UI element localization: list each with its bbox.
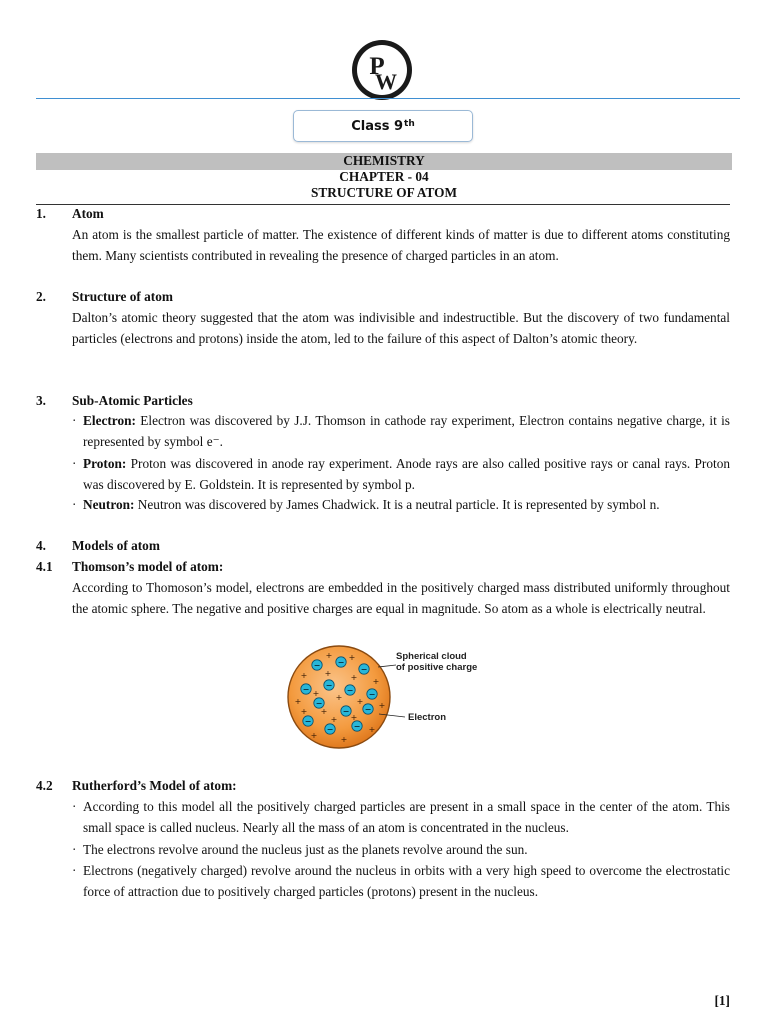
section-4-title: Models of atom	[72, 538, 160, 553]
electron-minus-sign: −	[364, 704, 372, 714]
plus-sign: +	[340, 735, 348, 744]
electron-minus-sign: −	[313, 660, 321, 670]
electron-minus-sign: −	[360, 664, 368, 674]
section-4-1-number: 4.1	[36, 559, 53, 574]
rutherford-bullet-1	[72, 796, 730, 838]
cloud-label-line-1: Spherical cloud	[396, 651, 467, 662]
bullet-dot: ·	[72, 497, 77, 512]
plus-sign: +	[356, 697, 364, 706]
plus-sign: +	[335, 693, 343, 702]
neutron-text: Neutron was discovered by James Chadwick. It is a neutral particle. It is represented by symbol n.	[134, 497, 660, 512]
electron-minus-sign: −	[353, 721, 361, 731]
bullet-dot: ·	[72, 842, 77, 857]
chapter-heading: CHAPTER - 04	[339, 169, 429, 184]
plus-sign: +	[312, 689, 320, 698]
subject-heading: CHEMISTRY	[36, 153, 732, 170]
plus-sign: +	[372, 677, 380, 686]
plus-sign: +	[294, 697, 302, 706]
electron-minus-sign: −	[315, 698, 323, 708]
rutherford-bullet-2-text: The electrons revolve around the nucleus just as the planets revolve around the sun.	[83, 842, 528, 857]
bullet-dot: ·	[72, 799, 77, 814]
proton-text: Proton was discovered in anode ray experiment. Anode rays are also called positive rays or canal rays. Proton was discovered by E. Goldstein. It is represented by symbol p.	[83, 456, 730, 492]
electron-minus-sign: −	[304, 716, 312, 726]
rutherford-bullet-3-text: Electrons (negatively charged) revolve around the nucleus in orbits with a very high speed to overcome the electrostatic force of attraction due to positively charged particles (protons) present in the nucleus.	[83, 863, 730, 899]
chapter-title: STRUCTURE OF ATOM	[310, 185, 458, 200]
class-label: Class 9	[351, 118, 404, 134]
plus-sign: +	[300, 671, 308, 680]
electron-label: Electron	[408, 712, 447, 723]
rutherford-bullet-2	[72, 839, 730, 860]
plus-sign: +	[324, 669, 332, 678]
neutron-label: Neutron:	[83, 497, 135, 512]
cloud-pointer-line	[378, 665, 396, 667]
plus-sign: +	[300, 707, 308, 716]
plus-sign: +	[330, 715, 338, 724]
section-3-title: Sub-Atomic Particles	[72, 393, 193, 408]
section-4-1-title: Thomson’s model of atom:	[72, 559, 224, 574]
section-4-2-number: 4.2	[36, 778, 53, 793]
plus-sign: +	[310, 731, 318, 740]
bullet-electron	[72, 410, 730, 452]
section-4-1-text: According to Thomoson’s model, electrons are embedded in the positively charged mass distributed uniformly throughout the atomic sphere. The negative and positive charges are equal in magnitude. So atom as a whole is electrically neutral.	[72, 580, 730, 616]
class-badge	[293, 110, 473, 142]
section-1-title: Atom	[72, 206, 104, 221]
bullet-dot: ·	[72, 413, 77, 428]
bullet-proton	[72, 453, 730, 495]
proton-label: Proton:	[83, 456, 127, 471]
plus-sign: +	[348, 653, 356, 662]
electron-minus-sign: −	[342, 706, 350, 716]
plus-sign: +	[368, 725, 376, 734]
section-1-number: 1.	[36, 206, 46, 221]
plus-sign: +	[378, 701, 386, 710]
plus-sign: +	[350, 713, 358, 722]
pw-logo	[351, 39, 413, 101]
plus-sign: +	[325, 651, 333, 660]
bullet-dot: ·	[72, 863, 77, 878]
bullet-dot: ·	[72, 456, 77, 471]
section-2-text: Dalton’s atomic theory suggested that the atom was indivisible and indestructible. But the discovery of two fundamental particles (electrons and protons) inside the atom, led to the failure of this aspect of Dalton’s atomic theory.	[72, 310, 730, 346]
electron-minus-sign: −	[337, 657, 345, 667]
logo-letter-p: P	[369, 53, 385, 80]
cloud-label-line-2: of positive charge	[396, 662, 478, 673]
header-divider	[36, 98, 740, 99]
section-4-2-title: Rutherford’s Model of atom:	[72, 778, 237, 793]
rutherford-bullet-1-text: According to this model all the positively charged particles are present in a small space in the center of the atom. This small space is called nucleus. Nearly all the mass of an atom is concentrated in the nucleus.	[83, 799, 730, 835]
plus-sign: +	[350, 673, 358, 682]
section-2-title: Structure of atom	[72, 289, 173, 304]
section-3-number: 3.	[36, 393, 46, 408]
electron-text: Electron was discovered by J.J. Thomson in cathode ray experiment, Electron contains negative charge, it is represented by symbol e⁻.	[83, 413, 730, 449]
title-rule	[36, 204, 730, 205]
electron-minus-sign: −	[346, 685, 354, 695]
thomson-model-figure	[284, 645, 484, 749]
logo-letter-w: W	[375, 69, 397, 94]
electron-minus-sign: −	[326, 724, 334, 734]
plus-sign: +	[320, 707, 328, 716]
section-4-number: 4.	[36, 538, 46, 553]
electron-minus-sign: −	[302, 684, 310, 694]
section-1-text: An atom is the smallest particle of matter. The existence of different kinds of matter is due to different atoms constituting them. Many scientists contributed in revealing the presence of charged particles in an atom.	[72, 227, 730, 263]
electron-label: Electron:	[83, 413, 136, 428]
electron-minus-sign: −	[325, 680, 333, 690]
rutherford-bullet-3	[72, 860, 730, 902]
class-label-sup: th	[404, 119, 415, 129]
bullet-neutron	[72, 494, 730, 515]
electron-minus-sign: −	[368, 689, 376, 699]
section-2-number: 2.	[36, 289, 46, 304]
page-number: [1]	[714, 993, 730, 1008]
